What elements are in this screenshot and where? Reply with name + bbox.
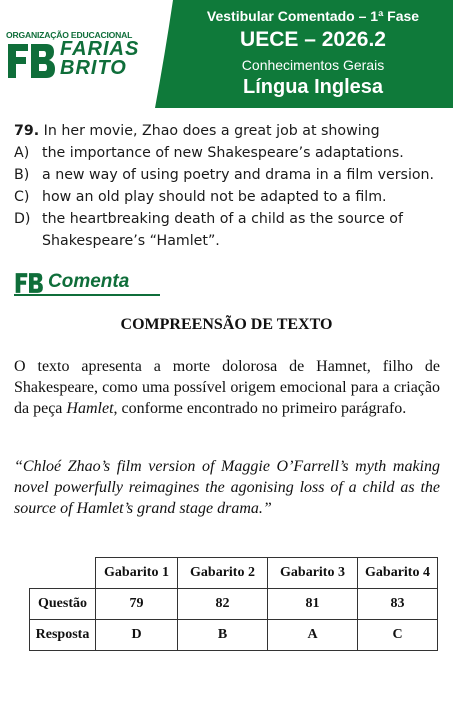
question-stem: In her movie, Zhao does a great job at showing bbox=[43, 123, 380, 139]
comenta-label: Comenta bbox=[48, 271, 130, 292]
table-corner-cell bbox=[30, 558, 96, 589]
table-cell: C bbox=[358, 620, 438, 651]
org-label: ORGANIZAÇÃO EDUCACIONAL bbox=[6, 30, 133, 40]
table-row bbox=[30, 620, 438, 651]
comenta-underline bbox=[14, 294, 160, 296]
table-header-cell: Gabarito 1 bbox=[96, 558, 178, 589]
banner-area: Conhecimentos Gerais bbox=[241, 57, 385, 73]
table-header-cell: Gabarito 3 bbox=[268, 558, 358, 589]
question-block bbox=[14, 120, 444, 252]
option-letter: A) bbox=[14, 145, 30, 161]
quoted-excerpt: “Chloé Zhao’s film version of Maggie O’Farrell’s myth making novel powerfully reimagines the agonising loss of a child as the source of Hamlet’s grand stage drama.” bbox=[14, 458, 440, 517]
question-stem-line bbox=[14, 120, 444, 142]
table-header-cell: Gabarito 4 bbox=[358, 558, 438, 589]
option-text: a new way of using poetry and drama in a film version. bbox=[42, 167, 435, 183]
table-cell: 81 bbox=[268, 589, 358, 620]
banner-exam-line: Vestibular Comentado – 1ª Fase bbox=[206, 8, 420, 24]
option-letter: B) bbox=[14, 167, 30, 183]
commentary-paragraph bbox=[14, 356, 440, 419]
banner-subject: Língua Inglesa bbox=[242, 76, 384, 98]
table-cell: 83 bbox=[358, 589, 438, 620]
table-row bbox=[30, 589, 438, 620]
logo-name-line-1: FARIAS bbox=[60, 38, 140, 60]
table-cell: A bbox=[268, 620, 358, 651]
row-label: Resposta bbox=[30, 620, 96, 651]
exam-banner bbox=[173, 0, 453, 108]
option-d bbox=[14, 208, 444, 252]
page-header bbox=[0, 0, 453, 108]
logo-wordmark bbox=[60, 40, 139, 78]
row-label: Questão bbox=[30, 589, 96, 620]
option-text: the heartbreaking death of a child as the source of Shakespeare’s “Hamlet”. bbox=[42, 211, 403, 249]
play-title: Hamlet bbox=[66, 400, 114, 417]
table-cell: B bbox=[178, 620, 268, 651]
question-number: 79. bbox=[14, 123, 40, 139]
option-b bbox=[14, 164, 444, 186]
section-title: COMPREENSÃO DE TEXTO bbox=[120, 316, 333, 333]
logo-name-line-2: BRITO bbox=[60, 57, 127, 79]
table-header-row bbox=[30, 558, 438, 589]
comenta-heading bbox=[14, 270, 160, 296]
option-letter: C) bbox=[14, 189, 30, 205]
commentary-text-2: , conforme encontrado no primeiro parágrafo. bbox=[113, 400, 407, 417]
table-header-cell: Gabarito 2 bbox=[178, 558, 268, 589]
option-text: how an old play should not be adapted to a film. bbox=[42, 189, 387, 205]
banner-edition: UECE – 2026.2 bbox=[240, 28, 386, 51]
fb-small-logo-icon bbox=[14, 272, 44, 294]
table-cell: 82 bbox=[178, 589, 268, 620]
answer-key-table bbox=[29, 557, 438, 651]
option-text: the importance of new Shakespeare’s adaptations. bbox=[42, 145, 404, 161]
option-a bbox=[14, 142, 444, 164]
commentary-text-1: O texto apresenta a morte dolorosa de Hamnet, filho de Shakespeare, como uma possível origem emocional para a criação da peça bbox=[14, 358, 440, 417]
fb-logo-icon bbox=[6, 42, 56, 80]
option-letter: D) bbox=[14, 211, 31, 227]
table-cell: 79 bbox=[96, 589, 178, 620]
table-cell: D bbox=[96, 620, 178, 651]
option-c bbox=[14, 186, 444, 208]
